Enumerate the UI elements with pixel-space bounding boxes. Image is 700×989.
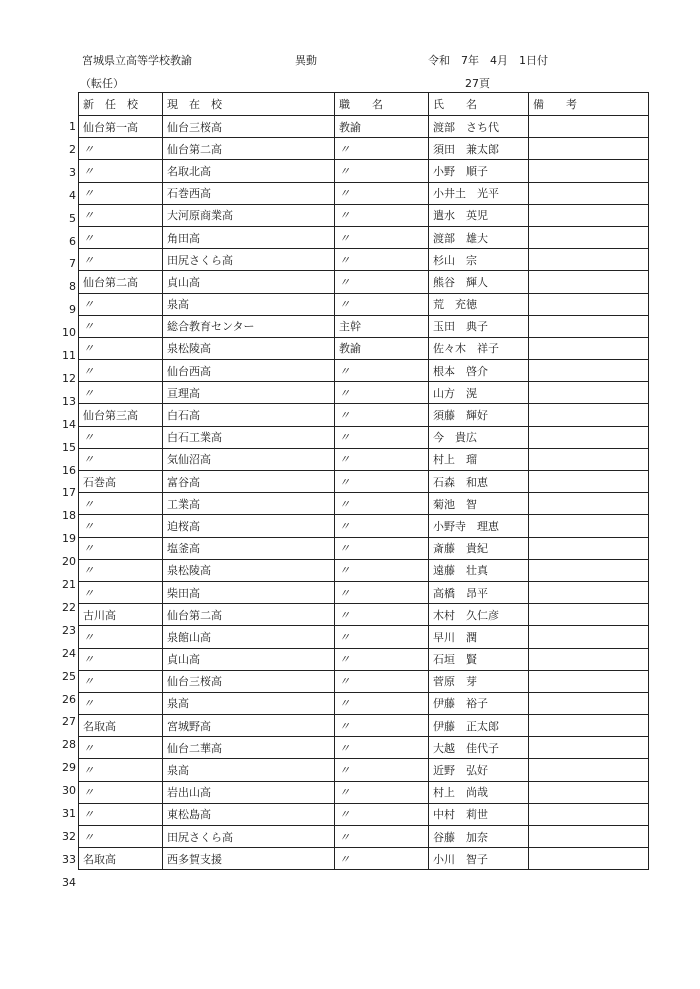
name-cell: 小野 順子 bbox=[429, 160, 529, 182]
current-school-cell: 亘理高 bbox=[163, 382, 335, 404]
row-number: 30 bbox=[62, 784, 76, 798]
row-number: 26 bbox=[62, 692, 76, 706]
title-cell: 〃 bbox=[335, 626, 429, 648]
table-row bbox=[79, 537, 649, 559]
current-school-cell: 大河原商業高 bbox=[163, 204, 335, 226]
new-school-cell: 名取高 bbox=[79, 848, 163, 870]
table-row bbox=[79, 781, 649, 803]
title-cell: 〃 bbox=[335, 448, 429, 470]
row-number: 17 bbox=[62, 486, 76, 500]
col-header-title: 職 名 bbox=[335, 93, 429, 116]
new-school-cell: 〃 bbox=[79, 160, 163, 182]
new-school-cell: 〃 bbox=[79, 803, 163, 825]
remarks-cell bbox=[529, 337, 649, 359]
row-number: 16 bbox=[62, 463, 76, 477]
new-school-cell: 〃 bbox=[79, 826, 163, 848]
remarks-cell bbox=[529, 293, 649, 315]
remarks-cell bbox=[529, 559, 649, 581]
row-number: 7 bbox=[69, 257, 76, 271]
table-row bbox=[79, 737, 649, 759]
row-number: 2 bbox=[69, 142, 76, 156]
row-number: 31 bbox=[62, 807, 76, 820]
remarks-cell bbox=[529, 626, 649, 648]
remarks-cell bbox=[529, 315, 649, 337]
remarks-cell bbox=[529, 226, 649, 248]
current-school-cell: 仙台三桜高 bbox=[163, 670, 335, 692]
name-cell: 菊池 智 bbox=[429, 493, 529, 515]
row-number: 34 bbox=[62, 875, 76, 889]
current-school-cell: 田尻さくら高 bbox=[163, 249, 335, 271]
table-row bbox=[79, 226, 649, 248]
header-category: （転任） bbox=[80, 77, 124, 90]
table-row bbox=[79, 826, 649, 848]
name-cell: 菅原 芽 bbox=[429, 670, 529, 692]
header-org: 宮城県立高等学校教諭 bbox=[82, 54, 192, 67]
current-school-cell: 富谷高 bbox=[163, 471, 335, 493]
table-row bbox=[79, 204, 649, 226]
remarks-cell bbox=[529, 404, 649, 426]
new-school-cell: 〃 bbox=[79, 537, 163, 559]
name-cell: 渡部 雄大 bbox=[429, 226, 529, 248]
new-school-cell: 〃 bbox=[79, 648, 163, 670]
row-number: 4 bbox=[69, 188, 76, 202]
title-cell: 〃 bbox=[335, 581, 429, 603]
row-number: 3 bbox=[69, 165, 76, 179]
table-row bbox=[79, 848, 649, 870]
current-school-cell: 泉高 bbox=[163, 293, 335, 315]
table-row bbox=[79, 448, 649, 470]
remarks-cell bbox=[529, 759, 649, 781]
title-cell: 〃 bbox=[335, 226, 429, 248]
transfer-table bbox=[78, 92, 649, 870]
name-cell: 根本 啓介 bbox=[429, 360, 529, 382]
row-number: 18 bbox=[62, 509, 76, 523]
remarks-cell bbox=[529, 670, 649, 692]
current-school-cell: 気仙沼高 bbox=[163, 448, 335, 470]
new-school-cell: 〃 bbox=[79, 448, 163, 470]
remarks-cell bbox=[529, 204, 649, 226]
remarks-cell bbox=[529, 581, 649, 603]
title-cell: 〃 bbox=[335, 382, 429, 404]
table-row bbox=[79, 182, 649, 204]
title-cell: 〃 bbox=[335, 493, 429, 515]
name-cell: 小井土 光平 bbox=[429, 182, 529, 204]
new-school-cell: 〃 bbox=[79, 626, 163, 648]
current-school-cell: 白石工業高 bbox=[163, 426, 335, 448]
current-school-cell: 仙台二華高 bbox=[163, 737, 335, 759]
name-cell: 木村 久仁彦 bbox=[429, 604, 529, 626]
title-cell: 主幹 bbox=[335, 315, 429, 337]
remarks-cell bbox=[529, 249, 649, 271]
title-cell: 〃 bbox=[335, 515, 429, 537]
row-number: 15 bbox=[62, 440, 76, 454]
remarks-cell bbox=[529, 803, 649, 825]
row-number: 23 bbox=[62, 623, 76, 637]
remarks-cell bbox=[529, 160, 649, 182]
new-school-cell: 〃 bbox=[79, 226, 163, 248]
remarks-cell bbox=[529, 138, 649, 160]
row-number: 14 bbox=[62, 417, 76, 431]
name-cell: 石垣 賢 bbox=[429, 648, 529, 670]
new-school-cell: 〃 bbox=[79, 138, 163, 160]
table-row bbox=[79, 493, 649, 515]
name-cell: 渡部 さち代 bbox=[429, 116, 529, 138]
row-number: 27 bbox=[62, 715, 76, 729]
row-number: 6 bbox=[69, 234, 76, 248]
table-row bbox=[79, 471, 649, 493]
name-cell: 遠藤 壮真 bbox=[429, 559, 529, 581]
remarks-cell bbox=[529, 692, 649, 714]
new-school-cell: 〃 bbox=[79, 759, 163, 781]
table-row bbox=[79, 138, 649, 160]
new-school-cell: 〃 bbox=[79, 360, 163, 382]
remarks-cell bbox=[529, 116, 649, 138]
table-row bbox=[79, 581, 649, 603]
remarks-cell bbox=[529, 826, 649, 848]
row-number: 28 bbox=[62, 738, 76, 752]
name-cell: 須田 兼太郎 bbox=[429, 138, 529, 160]
table-row bbox=[79, 315, 649, 337]
table-row bbox=[79, 559, 649, 581]
title-cell: 〃 bbox=[335, 204, 429, 226]
name-cell: 村上 尚哉 bbox=[429, 781, 529, 803]
current-school-cell: 岩出山高 bbox=[163, 781, 335, 803]
current-school-cell: 角田高 bbox=[163, 226, 335, 248]
title-cell: 〃 bbox=[335, 670, 429, 692]
name-cell: 高橋 昂平 bbox=[429, 581, 529, 603]
new-school-cell: 〃 bbox=[79, 249, 163, 271]
remarks-cell bbox=[529, 360, 649, 382]
title-cell: 〃 bbox=[335, 781, 429, 803]
current-school-cell: 柴田高 bbox=[163, 581, 335, 603]
title-cell: 〃 bbox=[335, 249, 429, 271]
col-header-current-school: 現 在 校 bbox=[163, 93, 335, 116]
new-school-cell: 〃 bbox=[79, 692, 163, 714]
title-cell: 〃 bbox=[335, 293, 429, 315]
row-number: 32 bbox=[62, 829, 76, 843]
remarks-cell bbox=[529, 271, 649, 293]
new-school-cell: 〃 bbox=[79, 337, 163, 359]
row-number: 25 bbox=[62, 669, 76, 683]
current-school-cell: 迫桜高 bbox=[163, 515, 335, 537]
current-school-cell: 仙台第二高 bbox=[163, 138, 335, 160]
new-school-cell: 〃 bbox=[79, 382, 163, 404]
name-cell: 伊藤 正太郎 bbox=[429, 715, 529, 737]
new-school-cell: 古川高 bbox=[79, 604, 163, 626]
remarks-cell bbox=[529, 471, 649, 493]
remarks-cell bbox=[529, 737, 649, 759]
title-cell: 〃 bbox=[335, 559, 429, 581]
name-cell: 中村 莉世 bbox=[429, 803, 529, 825]
table-row bbox=[79, 404, 649, 426]
title-cell: 〃 bbox=[335, 826, 429, 848]
title-cell: 教諭 bbox=[335, 337, 429, 359]
title-cell: 〃 bbox=[335, 360, 429, 382]
title-cell: 〃 bbox=[335, 537, 429, 559]
current-school-cell: 貞山高 bbox=[163, 648, 335, 670]
col-header-new-school: 新 任 校 bbox=[79, 93, 163, 116]
new-school-cell: 〃 bbox=[79, 781, 163, 803]
table-row bbox=[79, 271, 649, 293]
table-row bbox=[79, 116, 649, 138]
title-cell: 〃 bbox=[335, 404, 429, 426]
current-school-cell: 泉松陵高 bbox=[163, 337, 335, 359]
new-school-cell: 〃 bbox=[79, 315, 163, 337]
current-school-cell: 仙台第二高 bbox=[163, 604, 335, 626]
table-row bbox=[79, 382, 649, 404]
name-cell: 早川 潤 bbox=[429, 626, 529, 648]
table-row bbox=[79, 759, 649, 781]
current-school-cell: 泉高 bbox=[163, 759, 335, 781]
title-cell: 〃 bbox=[335, 715, 429, 737]
remarks-cell bbox=[529, 781, 649, 803]
table-row bbox=[79, 670, 649, 692]
name-cell: 斎藤 貴紀 bbox=[429, 537, 529, 559]
name-cell: 杉山 宗 bbox=[429, 249, 529, 271]
new-school-cell: 〃 bbox=[79, 426, 163, 448]
table-row bbox=[79, 626, 649, 648]
new-school-cell: 名取高 bbox=[79, 715, 163, 737]
remarks-cell bbox=[529, 515, 649, 537]
new-school-cell: 〃 bbox=[79, 670, 163, 692]
table-header-row bbox=[79, 93, 649, 116]
current-school-cell: 泉館山高 bbox=[163, 626, 335, 648]
name-cell: 山方 滉 bbox=[429, 382, 529, 404]
remarks-cell bbox=[529, 537, 649, 559]
title-cell: 〃 bbox=[335, 604, 429, 626]
name-cell: 石森 和恵 bbox=[429, 471, 529, 493]
title-cell: 〃 bbox=[335, 138, 429, 160]
title-cell: 教諭 bbox=[335, 116, 429, 138]
table-row bbox=[79, 160, 649, 182]
col-header-name: 氏 名 bbox=[429, 93, 529, 116]
name-cell: 小野寺 理恵 bbox=[429, 515, 529, 537]
remarks-cell bbox=[529, 715, 649, 737]
new-school-cell: 〃 bbox=[79, 293, 163, 315]
title-cell: 〃 bbox=[335, 692, 429, 714]
name-cell: 佐々木 祥子 bbox=[429, 337, 529, 359]
current-school-cell: 仙台三桜高 bbox=[163, 116, 335, 138]
table-row bbox=[79, 715, 649, 737]
title-cell: 〃 bbox=[335, 160, 429, 182]
row-number: 29 bbox=[62, 761, 76, 775]
row-number: 8 bbox=[69, 280, 76, 294]
current-school-cell: 泉松陵高 bbox=[163, 559, 335, 581]
table-row bbox=[79, 803, 649, 825]
new-school-cell: 〃 bbox=[79, 182, 163, 204]
current-school-cell: 西多賀支援 bbox=[163, 848, 335, 870]
table-row bbox=[79, 337, 649, 359]
row-number: 13 bbox=[62, 394, 76, 408]
name-cell: 今 貴広 bbox=[429, 426, 529, 448]
row-number: 21 bbox=[62, 578, 76, 591]
new-school-cell: 仙台第二高 bbox=[79, 271, 163, 293]
table-row bbox=[79, 604, 649, 626]
current-school-cell: 仙台西高 bbox=[163, 360, 335, 382]
remarks-cell bbox=[529, 604, 649, 626]
row-number: 22 bbox=[62, 600, 76, 614]
row-number: 1 bbox=[69, 120, 76, 133]
name-cell: 近野 弘好 bbox=[429, 759, 529, 781]
row-number: 33 bbox=[62, 852, 76, 866]
remarks-cell bbox=[529, 493, 649, 515]
name-cell: 遣水 英児 bbox=[429, 204, 529, 226]
current-school-cell: 田尻さくら高 bbox=[163, 826, 335, 848]
new-school-cell: 仙台第三高 bbox=[79, 404, 163, 426]
title-cell: 〃 bbox=[335, 182, 429, 204]
new-school-cell: 〃 bbox=[79, 559, 163, 581]
name-cell: 村上 瑠 bbox=[429, 448, 529, 470]
current-school-cell: 塩釜高 bbox=[163, 537, 335, 559]
name-cell: 須藤 輝好 bbox=[429, 404, 529, 426]
title-cell: 〃 bbox=[335, 737, 429, 759]
current-school-cell: 工業高 bbox=[163, 493, 335, 515]
current-school-cell: 東松島高 bbox=[163, 803, 335, 825]
row-number: 19 bbox=[62, 532, 76, 546]
remarks-cell bbox=[529, 448, 649, 470]
new-school-cell: 〃 bbox=[79, 204, 163, 226]
header-page: 27頁 bbox=[465, 77, 490, 90]
current-school-cell: 白石高 bbox=[163, 404, 335, 426]
name-cell: 谷藤 加奈 bbox=[429, 826, 529, 848]
name-cell: 小川 智子 bbox=[429, 848, 529, 870]
table-row bbox=[79, 648, 649, 670]
table-row bbox=[79, 249, 649, 271]
remarks-cell bbox=[529, 382, 649, 404]
row-number: 11 bbox=[62, 349, 76, 362]
current-school-cell: 泉高 bbox=[163, 692, 335, 714]
row-number: 12 bbox=[62, 371, 76, 385]
name-cell: 熊谷 輝人 bbox=[429, 271, 529, 293]
title-cell: 〃 bbox=[335, 848, 429, 870]
current-school-cell: 石巻西高 bbox=[163, 182, 335, 204]
row-number: 10 bbox=[62, 326, 76, 340]
header-kind: 異動 bbox=[295, 54, 317, 67]
table-row bbox=[79, 293, 649, 315]
row-number: 9 bbox=[69, 303, 76, 317]
name-cell: 伊藤 裕子 bbox=[429, 692, 529, 714]
table-row bbox=[79, 360, 649, 382]
new-school-cell: 〃 bbox=[79, 737, 163, 759]
new-school-cell: 〃 bbox=[79, 493, 163, 515]
remarks-cell bbox=[529, 426, 649, 448]
row-number: 5 bbox=[69, 211, 76, 225]
row-number: 20 bbox=[62, 555, 76, 569]
remarks-cell bbox=[529, 648, 649, 670]
header-date: 令和 7年 4月 1日付 bbox=[428, 54, 548, 67]
new-school-cell: 〃 bbox=[79, 515, 163, 537]
table-row bbox=[79, 515, 649, 537]
new-school-cell: 〃 bbox=[79, 581, 163, 603]
table-row bbox=[79, 426, 649, 448]
row-number: 24 bbox=[62, 646, 76, 660]
current-school-cell: 総合教育センター bbox=[163, 315, 335, 337]
title-cell: 〃 bbox=[335, 803, 429, 825]
new-school-cell: 仙台第一高 bbox=[79, 116, 163, 138]
current-school-cell: 貞山高 bbox=[163, 271, 335, 293]
table-row bbox=[79, 692, 649, 714]
title-cell: 〃 bbox=[335, 759, 429, 781]
new-school-cell: 石巻高 bbox=[79, 471, 163, 493]
title-cell: 〃 bbox=[335, 426, 429, 448]
name-cell: 荒 充徳 bbox=[429, 293, 529, 315]
col-header-remarks: 備 考 bbox=[529, 93, 649, 116]
current-school-cell: 名取北高 bbox=[163, 160, 335, 182]
name-cell: 大越 佳代子 bbox=[429, 737, 529, 759]
remarks-cell bbox=[529, 848, 649, 870]
title-cell: 〃 bbox=[335, 471, 429, 493]
current-school-cell: 宮城野高 bbox=[163, 715, 335, 737]
title-cell: 〃 bbox=[335, 271, 429, 293]
title-cell: 〃 bbox=[335, 648, 429, 670]
remarks-cell bbox=[529, 182, 649, 204]
name-cell: 玉田 典子 bbox=[429, 315, 529, 337]
